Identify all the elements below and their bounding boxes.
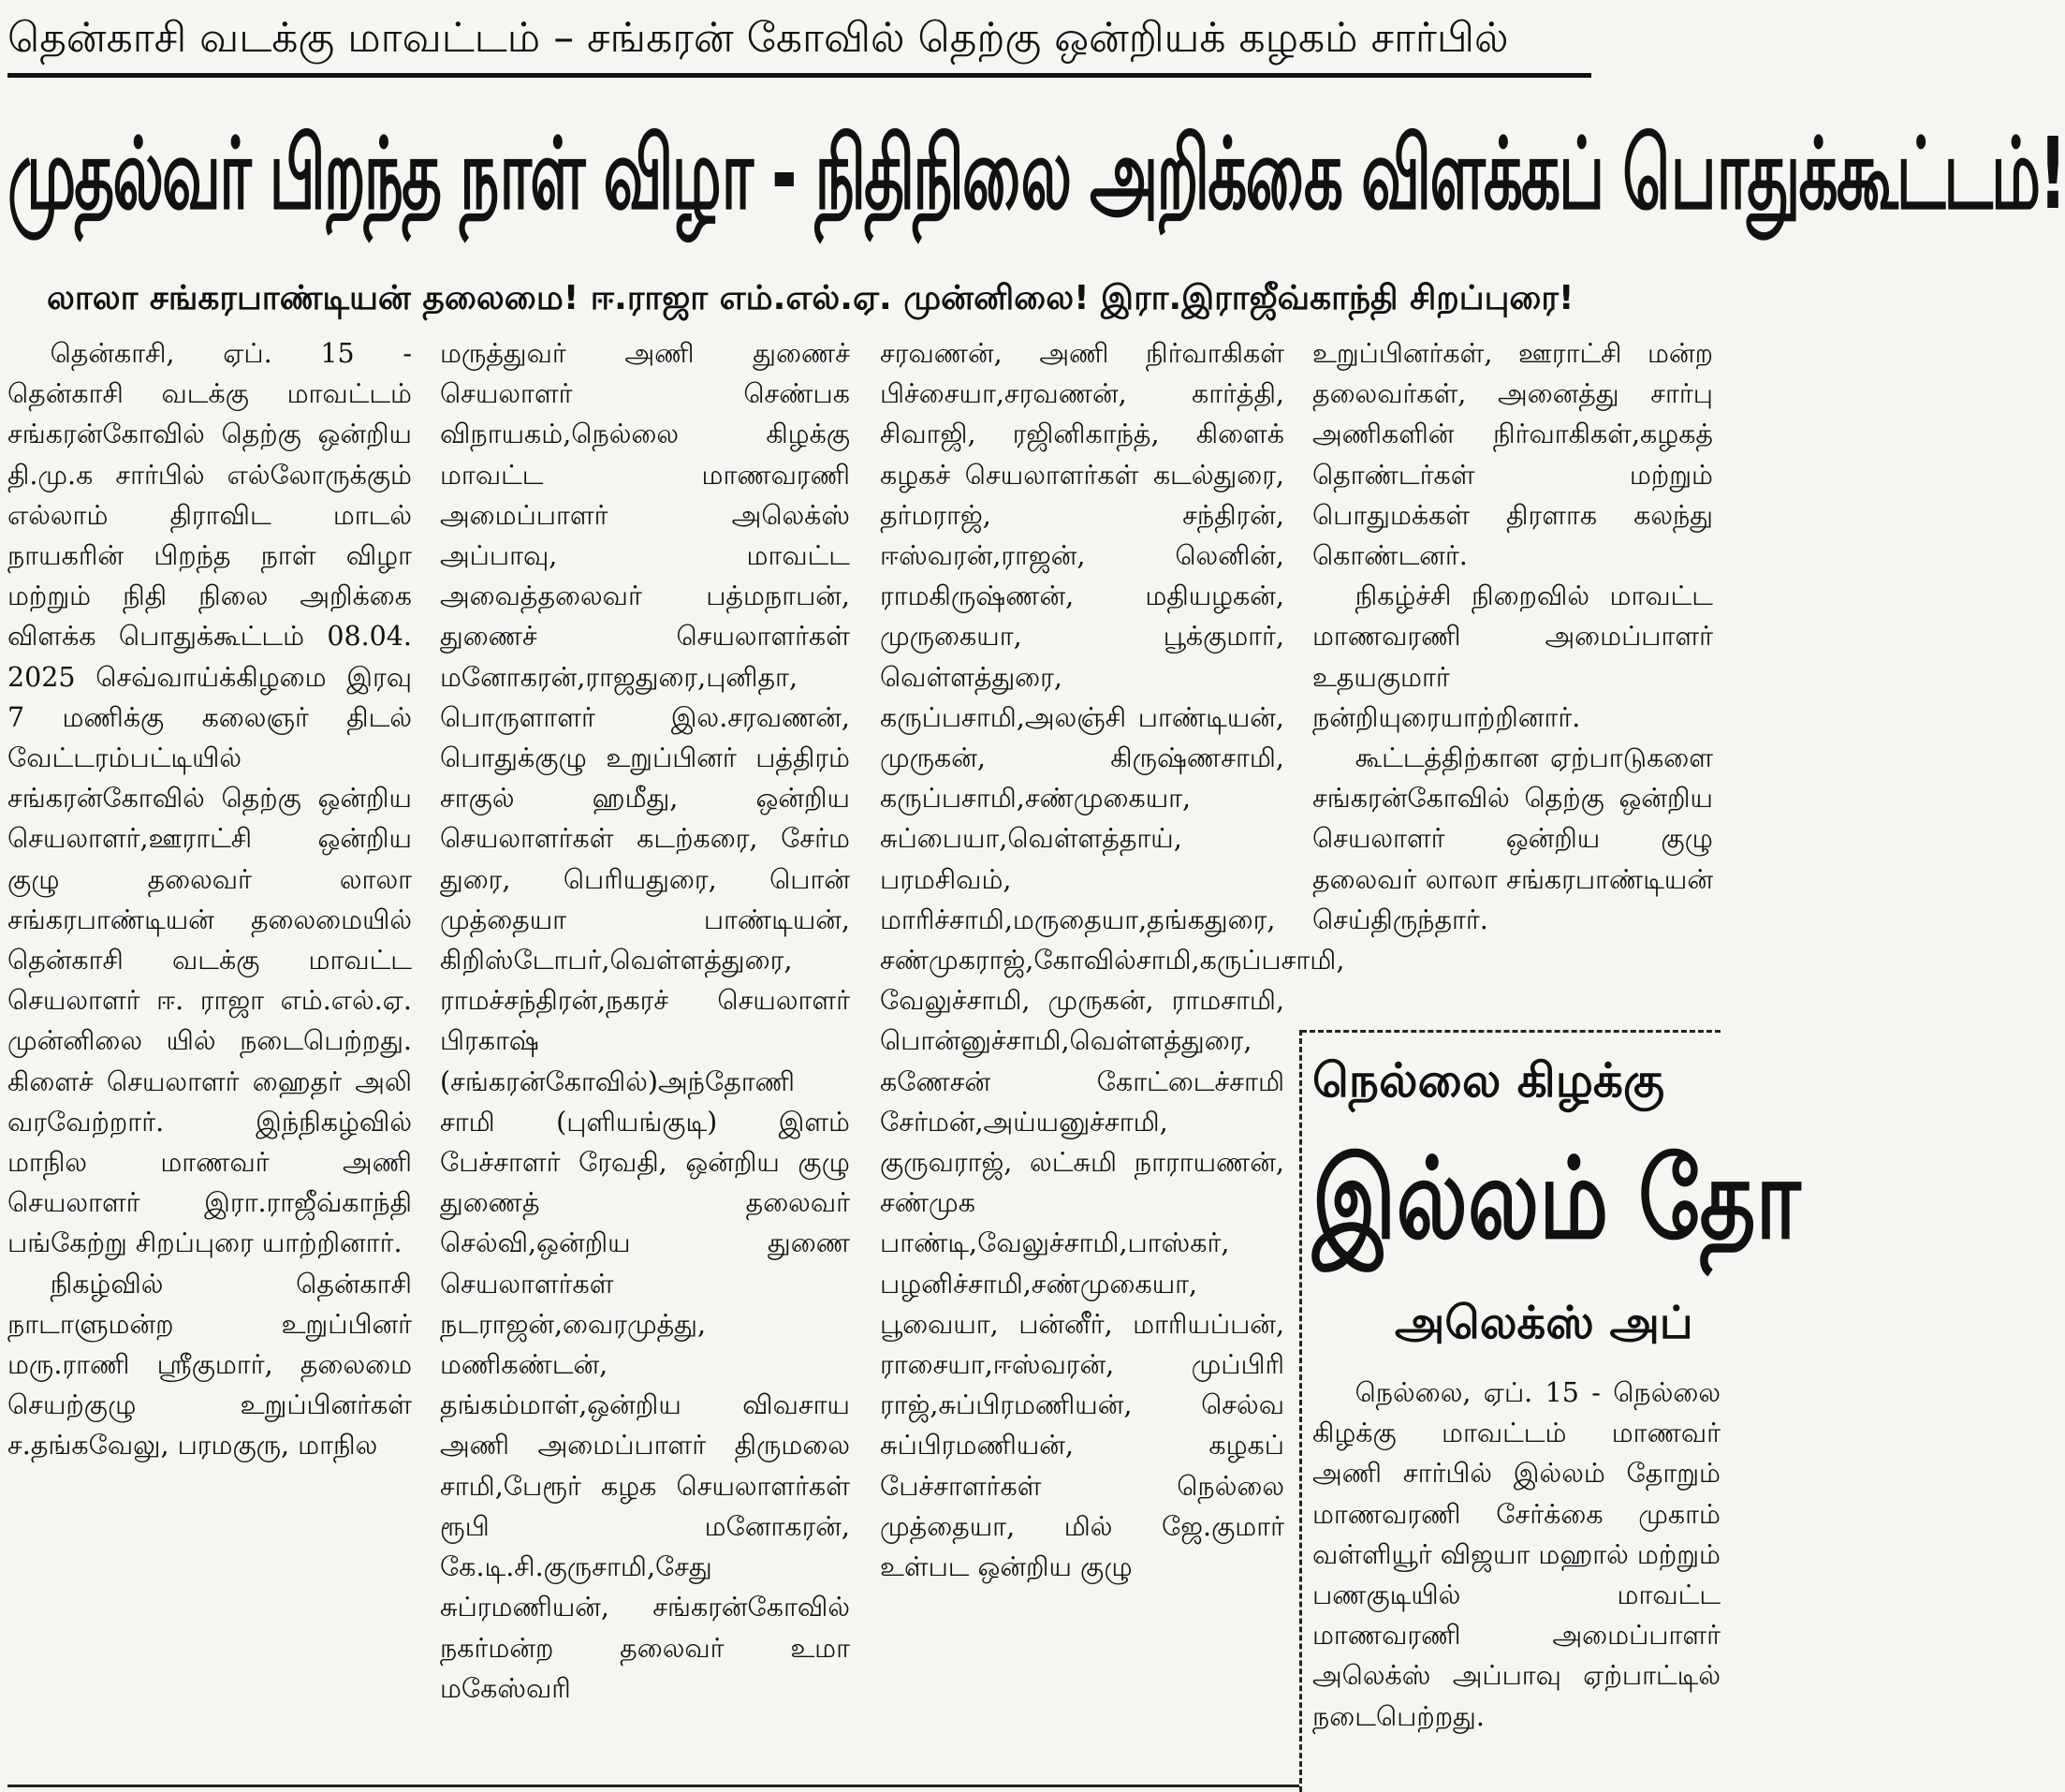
article-paragraph: நிகழ்ச்சி நிறைவில் மாவட்ட மாணவரணி அமைப்பாளர் உதயகுமார் நன்றியுரையாற்றினார். — [1312, 580, 1713, 733]
article-paragraph: மருத்துவர் அணி துணைச் செயலாளர் செண்பக விநாயகம்,நெல்லை கிழக்கு மாவட்ட மாணவரணி அமைப்பாளர் அலெக்ஸ் அப்பாவு, மாவட்ட அவைத்தலைவர் பத்மநாபன், துணைச் செயலாளர்கள் மனோகரன்,ராஜதுரை,புனிதா, பொருளாளர் இல.சரவணன், பொதுக்குழு உறுப்பினர் பத்திரம் சாகுல் ஹமீது, ஒன்றிய செயலாளர்கள் கடற்கரை, சேர்ம துரை, பெரியதுரை, பொன் முத்தையா பாண்டியன், கிறிஸ்டோபர்,வெள்ளத்துரை, ராமச்சந்திரன்,நகரச் செயலாளர் பிரகாஷ் (சங்கரன்கோவில்)அந்தோணி சாமி (புளியங்குடி) இளம் பேச்சாளர் ரேவதி, ஒன்றிய குழு துணைத் தலைவர் செல்வி,ஒன்றிய துணை செயலாளர்கள் நடராஜன்,வைரமுத்து, மணிகண்டன், தங்கம்மாள்,ஒன்றிய விவசாய அணி அமைப்பாளர் திருமலை சாமி,பேரூர் கழக செயலாளர்கள் ரூபி மனோகரன், கே.டி.சி.குருசாமி,சேது சுப்ரமணியன், சங்கரன்கோவில் நகர்மன்ற தலைவர் உமா மகேஸ்வரி — [440, 338, 850, 1704]
article-paragraph: நெல்லை, ஏப். 15 - நெல்லை கிழக்கு மாவட்டம் மாணவர் அணி சார்பில் இல்லம் தோறும் மாணவரணி சேர்க்கை முகாம் வள்ளியூர் விஜயா மஹால் மற்றும் பணகுடியில் மாவட்ட மாணவரணி அமைப்பாளர் அலெக்ஸ் அப்பாவு ஏற்பாட்டில் நடைபெற்றது. — [1312, 1377, 1721, 1732]
sub-headline: லாலா சங்கரபாண்டியன் தலைமை! ஈ.ராஜா எம்.எல்.ஏ. முன்னிலை! இரா.இராஜீவ்காந்தி சிறப்புரை! — [47, 279, 1574, 317]
story2-body-column — [1312, 1373, 1721, 1792]
story-divider-horizontal — [1301, 1030, 1721, 1033]
article-paragraph: தென்காசி, ஏப். 15 - தென்காசி வடக்கு மாவட்டம் சங்கரன்கோவில் தெற்கு ஒன்றிய தி.மு.க சார்பில் எல்லோருக்கும் எல்லாம் திராவிட மாடல் நாயகரின் பிறந்த நாள் விழா மற்றும் நிதி நிலை அறிக்கை விளக்க பொதுக்கூட்டம் 08.04. 2025 செவ்வாய்க்கிழமை இரவு 7 மணிக்கு கலைஞர் திடல் வேட்டரம்பட்டியில் சங்கரன்கோவில் தெற்கு ஒன்றிய செயலாளர்,ஊராட்சி ஒன்றிய குழு தலைவர் லாலா சங்கரபாண்டியன் தலைமையில் தென்காசி வடக்கு மாவட்ட செயலாளர் ஈ. ராஜா எம்.எல்.ஏ. முன்னிலை யில் நடைபெற்றது. கிளைச் செயலாளர் ஹைதர் அலி வரவேற்றார். இந்நிகழ்வில் மாநில மாணவர் அணி செயலாளர் இரா.ராஜீவ்காந்தி பங்கேற்று சிறப்புரை யாற்றினார். — [7, 338, 412, 1259]
story2-headline: இல்லம் தோ — [1312, 1133, 1801, 1264]
main-headline: முதல்வர் பிறந்த நாள் விழா - நிதிநிலை அறிக்கை விளக்கப் பொதுக்கூட்டம்! — [7, 116, 2065, 232]
article-column-2 — [440, 333, 850, 1775]
article-column-4 — [1312, 333, 1713, 1026]
kicker-line: தென்காசி வடக்கு மாவட்டம் – சங்கரன் கோவில் தெற்கு ஒன்றியக் கழகம் சார்பில் — [7, 14, 1509, 62]
bottom-rule — [7, 1785, 1299, 1787]
story-divider-vertical — [1299, 1030, 1302, 1792]
article-paragraph: நிகழ்வில் தென்காசி நாடாளுமன்ற உறுப்பினர் மரு.ராணி ஸ்ரீகுமார், தலைமை செயற்குழு உறுப்பினர்கள் ச.தங்கவேலு, பரமகுரு, மாநில — [7, 1268, 412, 1462]
article-paragraph: சரவணன், அணி நிர்வாகிகள் பிச்சையா,சரவணன், கார்த்தி, சிவாஜி, ரஜினிகாந்த், கிளைக் கழகச் செயலாளர்கள் கடல்துரை, தர்மராஜ், சந்திரன், ஈஸ்வரன்,ராஜன், லெனின், ராமகிருஷ்ணன், மதியழகன், முருகையா, பூக்குமார், வெள்ளத்துரை, கருப்பசாமி,அலஞ்சி பாண்டியன், முருகன், கிருஷ்ணசாமி, கருப்பசாமி,சண்முகையா, சுப்பையா,வெள்ளத்தாய், பரமசிவம், மாரிச்சாமி,மருதையா,தங்கதுரை, சண்முகராஜ்,கோவில்சாமி,கருப்பசாமி, வேலுச்சாமி, முருகன், ராமசாமி, பொன்னுச்சாமி,வெள்ளத்துரை, கணேசன் கோட்டைச்சாமி சேர்மன்,அய்யனுச்சாமி, குருவராஜ், லட்சுமி நாராயணன், சண்முக பாண்டி,வேலுச்சாமி,பாஸ்கர், பழனிச்சாமி,சண்முகையா, பூவையா, பன்னீர், மாரியப்பன், ராசையா,ஈஸ்வரன், முப்பிரி ராஜ்,சுப்பிரமணியன், செல்வ சுப்பிரமணியன், கழகப் பேச்சாளர்கள் நெல்லை முத்தையா, மில் ஜே.குமார் உள்பட ஒன்றிய குழு — [880, 338, 1345, 1583]
story2-kicker: நெல்லை கிழக்கு — [1312, 1053, 1665, 1108]
article-paragraph: கூட்டத்திற்கான ஏற்பாடுகளை சங்கரன்கோவில் தெற்கு ஒன்றிய செயலாளர் ஒன்றிய குழு தலைவர் லாலா சங்கரபாண்டியன் செய்திருந்தார். — [1312, 742, 1713, 935]
story2-subhead: அலெக்ஸ் அப் — [1395, 1297, 1693, 1349]
article-column-1 — [7, 333, 412, 1775]
article-column-3 — [880, 333, 1345, 1775]
article-paragraph: உறுப்பினர்கள், ஊராட்சி மன்ற தலைவர்கள், அனைத்து சார்பு அணிகளின் நிர்வாகிகள்,கழகத் தொண்டர்கள் மற்றும் பொதுமக்கள் திரளாக கலந்து கொண்டனர். — [1312, 338, 1713, 572]
